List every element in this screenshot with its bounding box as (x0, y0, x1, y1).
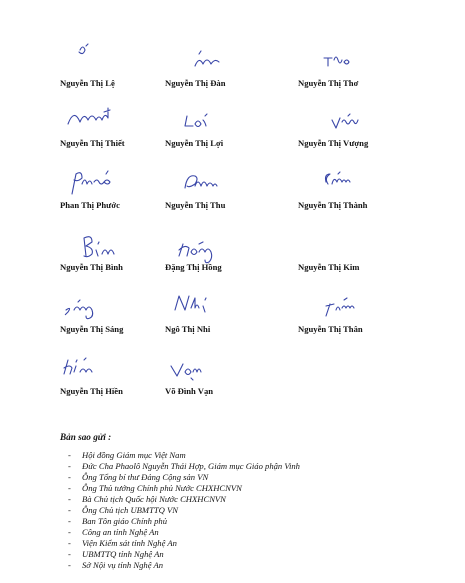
recipient-text: Sở Nội vụ tỉnh Nghệ An (82, 560, 164, 570)
signer-name: Nguyễn Thị Lệ (60, 78, 115, 88)
list-dash: - (68, 450, 71, 460)
list-dash: - (68, 549, 71, 559)
recipient-text: Ông Chủ tịch UBMTTQ VN (82, 505, 178, 515)
signature-mark-7 (60, 160, 130, 198)
signer-11 (165, 222, 305, 272)
signature-mark-1 (60, 38, 100, 68)
signer-15 (298, 284, 438, 334)
signer-name: Ngô Thị Nhi (165, 324, 211, 334)
signer-name: Nguyễn Thị Hiền (60, 386, 123, 396)
list-dash: - (68, 538, 71, 548)
signer-name: Võ Đình Vạn (165, 386, 214, 396)
copies-heading: Bản sao gửi : (60, 432, 112, 442)
signature-mark-6 (298, 98, 368, 134)
signer-name: Phan Thị Phước (60, 200, 120, 210)
list-item (60, 461, 450, 472)
list-item (60, 472, 450, 483)
signer-name: Nguyễn Thị Thu (165, 200, 226, 210)
list-dash: - (68, 560, 71, 570)
recipient-text: Hội đồng Giám mục Việt Nam (82, 450, 186, 460)
list-item (60, 527, 450, 538)
signature-mark-11 (165, 222, 235, 266)
recipient-text: Ông Tổng bí thư Đảng Cộng sản VN (82, 472, 209, 482)
recipient-text: Đức Cha Phaolô Nguyễn Thái Hợp, Giám mục Giáo phận Vinh (82, 461, 300, 471)
list-item (60, 560, 450, 571)
list-dash: - (68, 516, 71, 526)
list-dash: - (68, 527, 71, 537)
signature-mark-17 (165, 346, 225, 386)
list-item (60, 538, 450, 549)
signature-mark-13 (60, 284, 130, 324)
list-dash: - (68, 472, 71, 482)
signature-mark-15 (298, 284, 368, 324)
signature-mark-3 (298, 38, 358, 72)
list-item (60, 483, 450, 494)
list-dash: - (68, 505, 71, 515)
signature-mark-16 (60, 346, 120, 386)
signer-2 (165, 38, 305, 88)
list-item (60, 505, 450, 516)
signer-name: Nguyễn Thị Kim (298, 262, 360, 272)
signer-name: Nguyễn Thị Thơ (298, 78, 359, 88)
recipient-list (60, 450, 450, 571)
recipient-text: Ban Tôn giáo Chính phủ (82, 516, 167, 526)
signature-mark-14 (165, 284, 225, 324)
signer-3 (298, 38, 438, 88)
signer-9 (298, 160, 438, 210)
recipient-text: Công an tỉnh Nghệ An (82, 527, 159, 537)
signature-mark-8 (165, 160, 235, 198)
signer-5 (165, 98, 305, 148)
signer-name: Nguyễn Thị Thành (298, 200, 368, 210)
signature-mark-10 (60, 222, 130, 266)
signer-6 (298, 98, 438, 148)
list-item (60, 516, 450, 527)
list-dash: - (68, 483, 71, 493)
signer-14 (165, 284, 305, 334)
list-item (60, 450, 450, 461)
signer-name: Nguyễn Thị Bình (60, 262, 123, 272)
copies-section (60, 432, 450, 571)
list-item (60, 494, 450, 505)
signer-name: Đặng Thị Hồng (165, 262, 222, 272)
recipient-text: Bà Chủ tịch Quốc hội Nước CHXHCNVN (82, 494, 226, 504)
signer-name: Nguyễn Thị Sáng (60, 324, 124, 334)
list-dash: - (68, 494, 71, 504)
list-dash: - (68, 461, 71, 471)
signer-8 (165, 160, 305, 210)
signer-name: Nguyễn Thị Thiết (60, 138, 125, 148)
signature-mark-5 (165, 98, 225, 134)
signature-mark-2 (165, 38, 225, 72)
signer-12 (298, 222, 438, 272)
recipient-text: UBMTTQ tỉnh Nghệ An (82, 549, 164, 559)
signer-name: Nguyễn Thị Lợi (165, 138, 224, 148)
signature-mark-4 (60, 98, 130, 134)
signer-name: Nguyễn Thị Thân (298, 324, 363, 334)
signature-mark-9 (298, 160, 368, 198)
list-item (60, 549, 450, 560)
signature-mark-12 (298, 222, 308, 232)
signer-name: Nguyễn Thị Vượng (298, 138, 369, 148)
recipient-text: Ông Thủ tướng Chính phủ Nước CHXHCNVN (82, 483, 242, 493)
signer-name: Nguyễn Thị Đàn (165, 78, 226, 88)
signer-17 (165, 346, 305, 396)
recipient-text: Viện Kiểm sát tỉnh Nghệ An (82, 538, 177, 548)
